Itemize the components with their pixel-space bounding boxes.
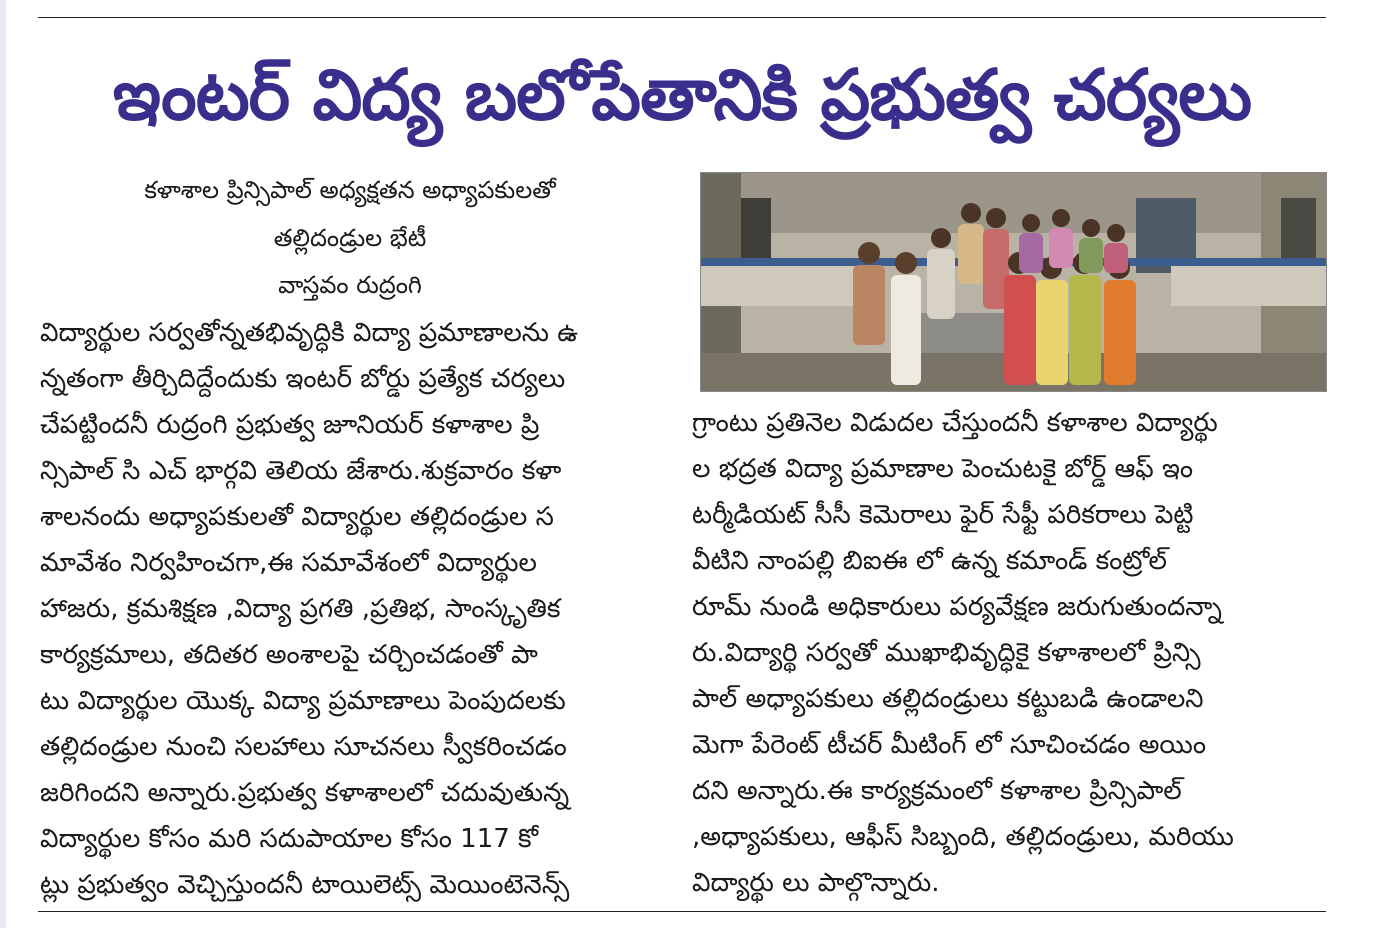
subheading-1: కళాశాల ప్రిన్సిపాల్ అధ్యక్షతన అధ్యాపకులతో (144, 176, 556, 204)
group-photo-illustration (701, 173, 1326, 391)
body-line: శాలనందు అధ్యాపకులతో విద్యార్థుల తల్లిదండ్రుల స (40, 502, 554, 532)
body-line: మావేశం నిర్వహించగా,ఈ సమావేశంలో విద్యార్థుల (40, 548, 537, 578)
body-line: దని అన్నారు.ఈ కార్యక్రమంలో కళాశాల ప్రిన్సిపాల్ (692, 776, 1182, 806)
body-line: ,అధ్యాపకులు, ఆఫీస్ సిబ్బంది, తల్లిదండ్రులు, మరియు (692, 822, 1234, 852)
body-line: తల్లిదండ్రుల నుంచి సలహాలు సూచనలు స్వీకరించడం (40, 732, 567, 762)
top-rule (38, 17, 1326, 18)
body-line: ల భద్రత విద్యా ప్రమాణాల పెంచుటకై బోర్డ్ ఆఫ్ ఇం (692, 454, 1194, 484)
body-line: టర్మీడియట్ సీసీ కెమెరాలు ఫైర్ సేఫ్టీ పరికరాలు పెట్టి (692, 500, 1194, 530)
news-photo (700, 172, 1327, 392)
dateline: వాస్తవం రుద్రంగి (278, 271, 422, 299)
subheading-2: తల్లిదండ్రుల భేటీ (273, 224, 427, 252)
body-line: న్సిపాల్ సి ఎచ్ భార్గవి తెలియ జేశారు.శుక్రవారం కళా (40, 456, 562, 486)
body-line: వీటిని నాంపల్లి బిఐఈ లో ఉన్న కమాండ్ కంట్రోల్ (692, 546, 1167, 576)
body-line: విద్యార్థు లు పాల్గొన్నారు. (692, 868, 940, 898)
bottom-rule (38, 911, 1326, 912)
body-line: మెగా పేరెంట్ టీచర్ మీటింగ్ లో సూచించడం అయిం (692, 730, 1207, 760)
body-line: గ్రాంటు ప్రతినెల విడుదల చేస్తుందనీ కళాశాల విద్యార్థు (692, 408, 1218, 438)
body-line: పాల్ అధ్యాపకులు తల్లిదండ్రులు కట్టుబడి ఉండాలని (692, 684, 1204, 714)
left-column (40, 310, 662, 908)
body-line: రూమ్ నుండి అధికారులు పర్యవేక్షణ జరుగుతుందన్నా (692, 592, 1222, 622)
body-line: ట్లు ప్రభుత్వం వెచ్చిస్తుందనీ టాయిలెట్స్ మెయింటెనెన్స్ (40, 870, 570, 900)
body-line: టు విద్యార్థుల యొక్క విద్యా ప్రమాణాలు పెంపుదలకు (40, 686, 566, 716)
body-line: విద్యార్థుల కోసం మరి సదుపాయాల కోసం 117 కో (40, 824, 539, 854)
body-line: హాజరు, క్రమశిక్షణ ,విద్యా ప్రగతి ,ప్రతిభ, సాంస్కృతిక (40, 594, 561, 624)
body-line: రు.విద్యార్థి సర్వతో ముఖాభివృద్ధికై కళాశాలలో ప్రిన్సి (692, 638, 1201, 668)
body-line: కార్యక్రమాలు, తదితర అంశాలపై చర్చించడంతో పా (40, 640, 538, 670)
body-line: న్నతంగా తీర్చిదిద్దేందుకు ఇంటర్ బోర్డు ప్రత్యేక చర్యలు (40, 364, 566, 394)
right-column (692, 400, 1326, 906)
body-line: చేపట్టిందనీ రుద్రంగి ప్రభుత్వ జూనియర్ కళాశాల ప్రి (40, 410, 540, 440)
body-line: జరిగిందని అన్నారు.ప్రభుత్వ కళాశాలలో చదువుతున్న (40, 778, 570, 808)
page-margin-strip (0, 0, 6, 928)
body-line: విద్యార్థుల సర్వతోన్నతభివృద్ధికి విద్యా ప్రమాణాలను ఉ (40, 318, 579, 348)
headline: ఇంటర్ విద్య బలోపేతానికి ప్రభుత్వ చర్యలు (112, 54, 1252, 136)
